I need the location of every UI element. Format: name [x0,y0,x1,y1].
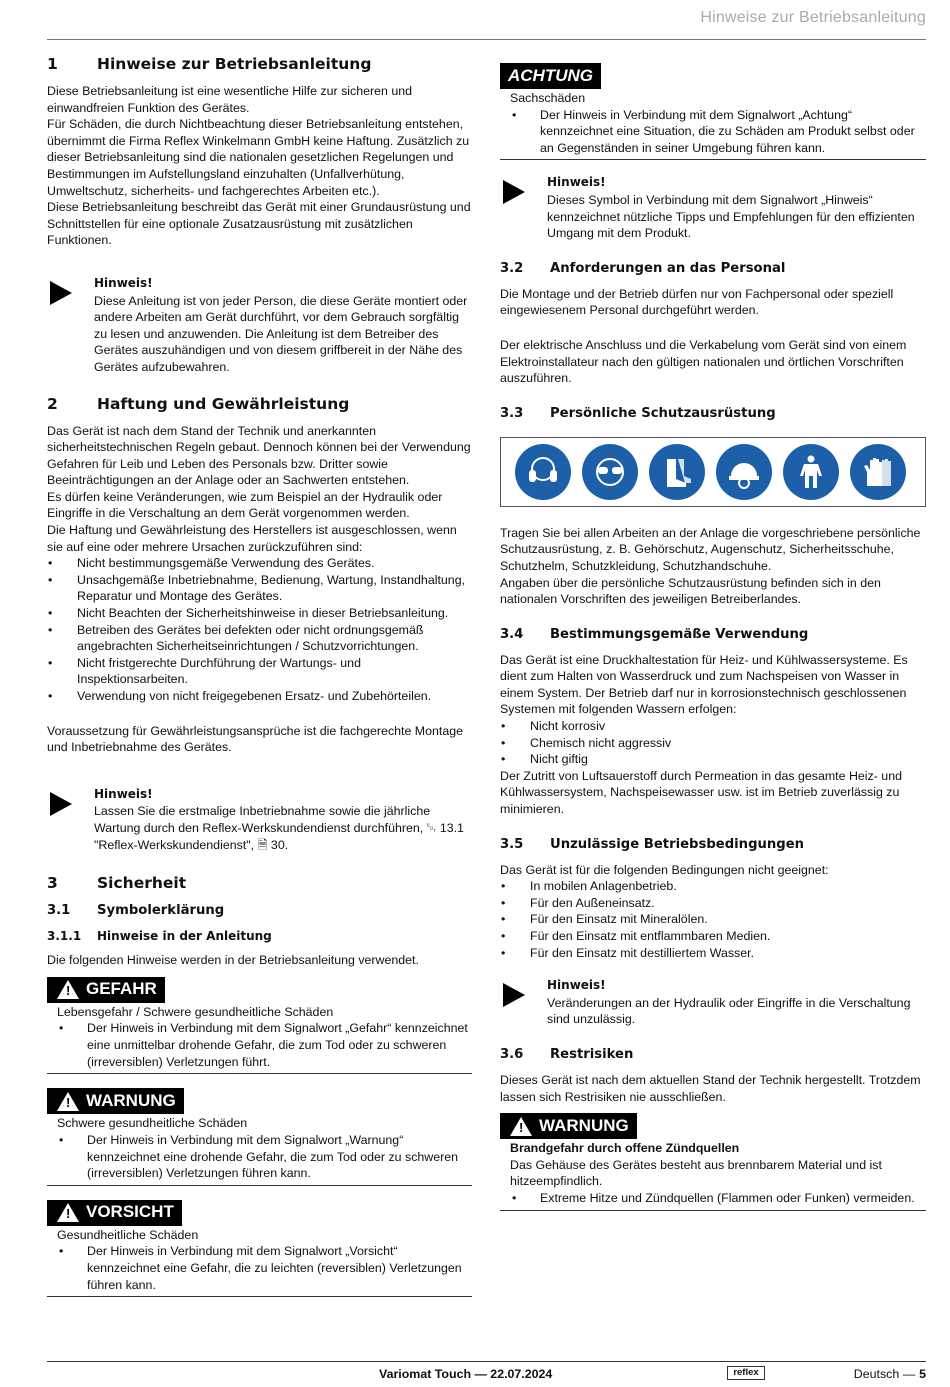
section-3-3-heading [500,405,926,423]
paragraph: Die folgenden Hinweise werden in der Betriebsanleitung verwendet. [47,953,419,968]
right-column [500,63,926,1225]
ppe-icon-strip [500,437,926,507]
section-2-heading [47,394,472,414]
signal-lead: Lebensgefahr / Schwere gesundheitliche Schäden [57,1004,334,1019]
paragraph: Der Zutritt von Luftsauerstoff durch Permeation in das gesamte Heiz- und Kühlwassersystem, Nachspeisewasser usw. ist im Betrieb zuverlässig zu minimieren. [500,768,902,817]
section-number: 3.3 [500,405,524,421]
signal-word: GEFAHR [86,979,157,999]
paragraph: Das Gerät ist eine Druckhaltestation für Heiz- und Kühlwassersysteme. Es dient zum Halten von Wasserdruck und zum Nachspeisen von Wasser in einem System. Der Betrieb darf nur in korrosionstechnisch geschlossenen Systemen mit folgenden Wassern erfolgen: [500,652,908,717]
hint-arrow-icon [500,174,547,241]
section-number: 3.6 [500,1046,524,1062]
paragraph: Tragen Sie bei allen Arbeiten an der Anlage die vorgeschriebene persönliche Schutzausrüstung, z. B. Gehörschutz, Augenschutz, Sicherheitsschuhe, Schutzhelm, Schutzkleidung, Schutzhandschuhe. [500,525,921,573]
paragraph: Voraussetzung für Gewährleistungsansprüche ist die fachgerechte Montage und Inbetriebnahme des Gerätes. [47,723,464,755]
list-item: • Nicht giftig [500,751,926,768]
list-item: • Der Hinweis in Verbindung mit dem Signalwort „Achtung“ kennzeichnet eine Situation, die zu Schäden am Produkt selbst oder an Gegenständen in seiner Umgebung führen kann. [500,107,926,157]
hint-label: Hinweis! [547,978,606,993]
hint-arrow-icon [47,786,94,853]
hint-text: Diese Anleitung ist von jeder Person, die diese Geräte montiert oder andere Arbeiten am Gerät durchführt, vor dem Gebrauch sorgfältig zu lesen und anzuwenden. Die Anleitung ist dem Betreiber des Gerätes auszuhändigen und von diesem griffbereit in der Nähe des Gerätes aufzubewahren. [94,293,468,374]
page-footer [47,1361,926,1387]
section-number: 3.1.1 [47,929,82,944]
signal-lead: Schwere gesundheitliche Schäden [57,1116,248,1131]
hint-label: Hinweis! [94,786,153,801]
paragraph: Das Gerät ist nach dem Stand der Technik und anerkannten sicherheitstechnischen Regeln gebaut. Dennoch können bei der Verwendung Gefahren für Leib und Leben des Personals bzw. Dritter sowie Beeinträchtigungen an der Anlage oder an Sachwerten entstehen. [47,423,471,488]
section-3-5-heading [500,836,926,854]
signal-lead: Gesundheitliche Schäden [57,1227,199,1242]
list-item: • Für den Einsatz mit entflammbaren Medien. [500,928,926,945]
bullet-list [500,718,926,768]
paragraph: Dieses Gerät ist nach dem aktuellen Stand der Technik hergestellt. Trotzdem lassen sich Restrisiken nie ausschließen. [500,1072,921,1104]
reflex-logo: reflex [727,1366,765,1380]
safety-boots-icon [649,444,705,500]
hint-box [47,786,472,853]
protective-clothing-icon [783,444,839,500]
hint-text: Dieses Symbol in Verbindung mit dem Signalwort „Hinweis“ kennzeichnet nützliche Tipps und Empfehlungen für den effizienten Umgang mit dem Produkt. [547,192,915,241]
section-title: Haftung und Gewährleistung [97,394,350,413]
section-3-4-heading [500,626,926,644]
list-item: • Betreiben des Gerätes bei defekten oder nicht ordnungsgemäß angebrachten Sicherheitseinrichtungen / Schutzvorrichtungen. [47,622,472,655]
paragraph: Die Haftung und Gewährleistung des Herstellers ist ausgeschlossen, wenn sie auf eine oder mehrere Ursachen zurückzuführen sind: [47,523,457,554]
section-number: 3.1 [47,903,71,919]
hint-box [500,977,926,1028]
section-number: 3.5 [500,836,524,852]
bullet-list [500,878,926,961]
paragraph: Es dürfen keine Veränderungen, wie zum Beispiel an der Hydraulik oder Eingriffe in die Verschaltung an dem Gerät vorgenommen werden. [47,489,443,521]
hint-text: Lassen Sie die erstmalige Inbetriebnahme sowie die jährliche Wartung durch den Reflex-Werkskundendienst durchführen, ␄ 13.1 "Reflex-Werkskundendienst", 🗎 30. [94,804,464,852]
section-3-1-1-heading [47,928,472,944]
signal-badge [47,1088,184,1114]
list-item: • Der Hinweis in Verbindung mit dem Signalwort „Vorsicht“ kennzeichnet eine Gefahr, die zu leichten (reversiblen) Verletzungen führen kann. [47,1243,472,1293]
signal-badge [47,1200,182,1226]
section-title: Sicherheit [97,874,187,893]
signal-text: Das Gehäuse des Gerätes besteht aus brennbarem Material und ist hitzeempfindlich. [510,1157,882,1189]
paragraph: Für Schäden, die durch Nichtbeachtung dieser Betriebsanleitung entstehen, übernimmt die Firma Reflex Winkelmann GmbH keine Haftung. Zusätzlich zu dieser Betriebsanleitung sind die nationalen gesetzlichen Regelungen und Bestimmungen im Aufstellungsland einzuhalten (Unfallverhütung, Umweltschutz, sicherheits- und fachgerechtes Arbeiten etc.). [47,117,470,198]
list-item: • Verwendung von nicht freigegebenen Ersatz- und Zubehörteilen. [47,688,472,705]
signal-badge [500,1113,637,1139]
paragraph: Diese Betriebsanleitung beschreibt das Gerät mit einer Grundausrüstung und Schnittstellen für eine optionale Zusatzausrüstung mit zusätzlichen Funktionen. [47,200,471,248]
signal-badge [47,977,165,1003]
gloves-icon [850,444,906,500]
section-title: Symbolerklärung [97,903,225,919]
hint-arrow-icon [500,977,547,1028]
list-item: • Nicht bestimmungsgemäße Verwendung des Gerätes. [47,555,472,572]
page-number: 5 [919,1367,926,1381]
section-1-heading [47,54,472,74]
section-title: Persönliche Schutzausrüstung [550,405,776,421]
warning-triangle-icon: ! [510,1117,532,1136]
hint-box [47,275,472,376]
list-item: • Nicht Beachten der Sicherheitshinweise in dieser Betriebsanleitung. [47,605,472,622]
list-item: • Für den Außeneinsatz. [500,895,926,912]
warning-triangle-icon: ! [57,1203,79,1222]
section-title: Hinweise in der Anleitung [97,929,272,944]
signal-lead: Brandgefahr durch offene Zündquellen [510,1141,740,1156]
paragraph: Das Gerät ist für die folgenden Bedingungen nicht geeignet: [500,862,829,877]
list-item: • Der Hinweis in Verbindung mit dem Signalwort „Warnung“ kennzeichnet eine drohende Gefahr, die zum Tod oder zu schweren (irreversiblen) Verletzungen führen kann. [47,1132,472,1182]
section-3-1-heading [47,902,472,920]
section-title: Anforderungen an das Personal [550,260,786,276]
paragraph: Diese Betriebsanleitung ist eine wesentliche Hilfe zur sicheren und einwandfreien Funktion des Gerätes. [47,84,413,115]
hint-label: Hinweis! [547,175,606,190]
signal-vorsicht [47,1200,472,1297]
signal-word: VORSICHT [86,1202,174,1222]
signal-lead: Sachschäden [510,91,586,105]
section-number: 2 [47,394,58,413]
hint-label: Hinweis! [94,275,153,290]
list-item: • Für den Einsatz mit destilliertem Wasser. [500,945,926,962]
list-item: • Nicht korrosiv [500,718,926,735]
list-item: • Extreme Hitze und Zündquellen (Flammen oder Funken) vermeiden. [500,1190,926,1207]
hint-arrow-icon [47,275,94,376]
signal-warnung [47,1088,472,1185]
list-item: • Unsachgemäße Inbetriebnahme, Bedienung, Wartung, Instandhaltung, Reparatur und Montage des Gerätes. [47,572,472,605]
signal-word: ACHTUNG [508,65,593,85]
section-number: 3.2 [500,260,524,276]
hint-box [500,174,926,241]
footer-page [854,1366,926,1383]
warning-triangle-icon: ! [57,1092,79,1111]
section-title: Restrisiken [550,1046,634,1062]
signal-word: WARNUNG [539,1115,629,1135]
list-item: • In mobilen Anlagenbetrieb. [500,878,926,895]
signal-badge [500,63,601,89]
list-item: • Nicht fristgerechte Durchführung der Wartungs- und Inspektionsarbeiten. [47,655,472,688]
left-column [47,50,472,1311]
footer-separator: — [902,1367,916,1381]
section-title: Unzulässige Betriebsbedingungen [550,836,805,852]
section-title: Bestimmungsgemäße Verwendung [550,626,809,642]
signal-word: WARNUNG [86,1090,176,1110]
section-3-2-heading [500,260,926,278]
paragraph: Der elektrische Anschluss und die Verkabelung vom Gerät sind von einem Elektroinstallateur nach den gültigen nationalen und örtlichen Vorschriften auszuführen. [500,337,907,386]
paragraph: Die Montage und der Betrieb dürfen nur von Fachpersonal oder speziell eingewiesenem Personal durchgeführt werden. [500,286,894,318]
signal-warnung-restrisiken [500,1113,926,1210]
section-number: 1 [47,55,58,73]
footer-product: Variomat Touch — 22.07.2024 [379,1367,553,1381]
header-title: Hinweise zur Betriebsanleitung [700,9,926,26]
list-item: • Chemisch nicht aggressiv [500,735,926,752]
footer-language: Deutsch [853,1367,900,1381]
bullet-list [47,555,472,704]
hint-text: Veränderungen an der Hydraulik oder Eingriffe in die Verschaltung sind unzulässig. [547,995,911,1027]
paragraph: Angaben über die persönliche Schutzausrüstung befinden sich in den nationalen Vorschriften des jeweiligen Betreiberlandes. [500,575,881,607]
list-item: • Für den Einsatz mit Mineralölen. [500,911,926,928]
page-header [47,0,926,40]
section-number: 3 [47,874,58,893]
eye-protection-icon [582,444,638,500]
ear-protection-icon [515,444,571,500]
section-number: 3.4 [500,626,524,642]
signal-achtung [500,63,926,160]
warning-triangle-icon: ! [57,980,79,999]
list-item: • Der Hinweis in Verbindung mit dem Signalwort „Gefahr“ kennzeichnet eine unmittelbar drohende Gefahr, die zum Tod oder zu schweren (irreversiblen) Verletzungen führt. [47,1020,472,1070]
section-title: Hinweise zur Betriebsanleitung [97,55,372,73]
section-3-6-heading [500,1046,926,1064]
section-3-heading [47,873,472,893]
signal-gefahr [47,977,472,1074]
helmet-icon [716,444,772,500]
